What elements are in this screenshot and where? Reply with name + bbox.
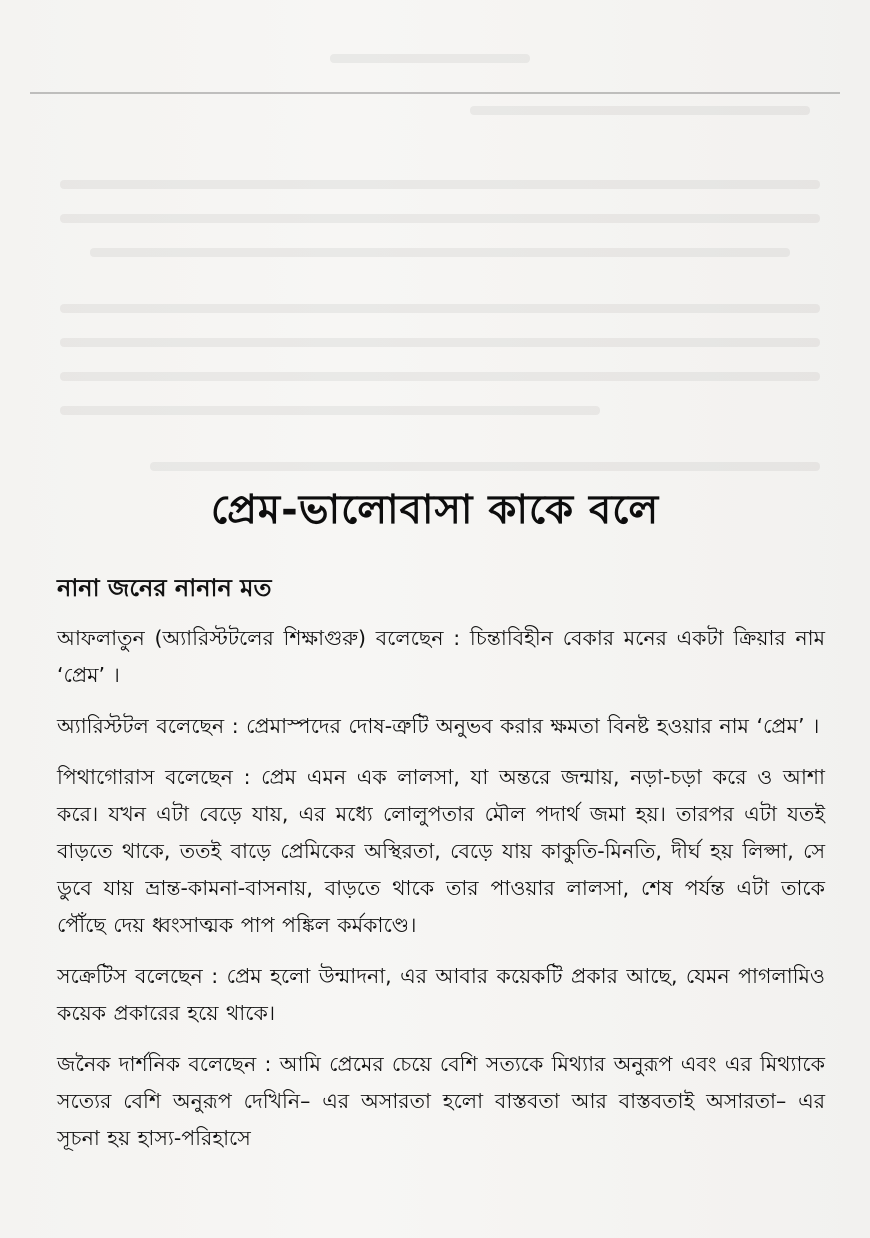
body-text (57, 620, 825, 1157)
section-subheading: নানা জনের নানান মত (57, 574, 272, 602)
paragraph-socrates: সক্রেটিস বলেছেন : প্রেম হলো উন্মাদনা, এর আবার কয়েকটি প্রকার আছে, যেমন পাগলামিও কয়েক প্রকারের হয়ে থাকে। (57, 964, 825, 1025)
paragraph-aflatun: আফলাতুন (অ্যারিস্টটলের শিক্ষাগুরু) বলেছেন : চিন্তাবিহীন বেকার মনের একটা ক্রিয়ার নাম ‘প্রেম’ । (57, 626, 825, 687)
paragraph-philosopher: জনৈক দার্শনিক বলেছেন : আমি প্রেমের চেয়ে বেশি সত্যকে মিথ্যার অনুরূপ এবং এর মিথ্যাকে সত্যের বেশি অনুরূপ দেখিনি– এর অসারতা হলো বাস্তবতা আর বাস্তবতাই অসারতা– এর সূচনা হয় হাস্য-পরিহাসে (57, 1052, 825, 1150)
header-rule (30, 92, 840, 94)
chapter-title: প্রেম-ভালোবাসা কাকে বলে (210, 487, 660, 533)
paragraph-pythagoras: পিথাগোরাস বলেছেন : প্রেম এমন এক লালসা, যা অন্তরে জন্মায়, নড়া-চড়া করে ও আশা করে। যখন এটা বেড়ে যায়, এর মধ্যে লোলুপতার মৌল পদার্থ জমা হয়। তারপর এটা যতই বাড়তে থাকে, ততই বাড়ে প্রেমিকের অস্থিরতা, বেড়ে যায় কাকুতি-মিনতি, দীর্ঘ হয় লিপ্সা, সে ডুবে যায় ভ্রান্ত-কামনা-বাসনায়, বাড়তে থাকে তার পাওয়ার লালসা, শেষ পর্যন্ত এটা তাকে পৌঁছে দেয় ধ্বংসাত্মক পাপ পঙ্কিল কর্মকাণ্ডে। (57, 765, 825, 937)
paragraph-aristotle: অ্যারিস্টটল বলেছেন : প্রেমাস্পদের দোষ-ত্রুটি অনুভব করার ক্ষমতা বিনষ্ট হওয়ার নাম ‘প্রেম’ । (57, 714, 820, 738)
